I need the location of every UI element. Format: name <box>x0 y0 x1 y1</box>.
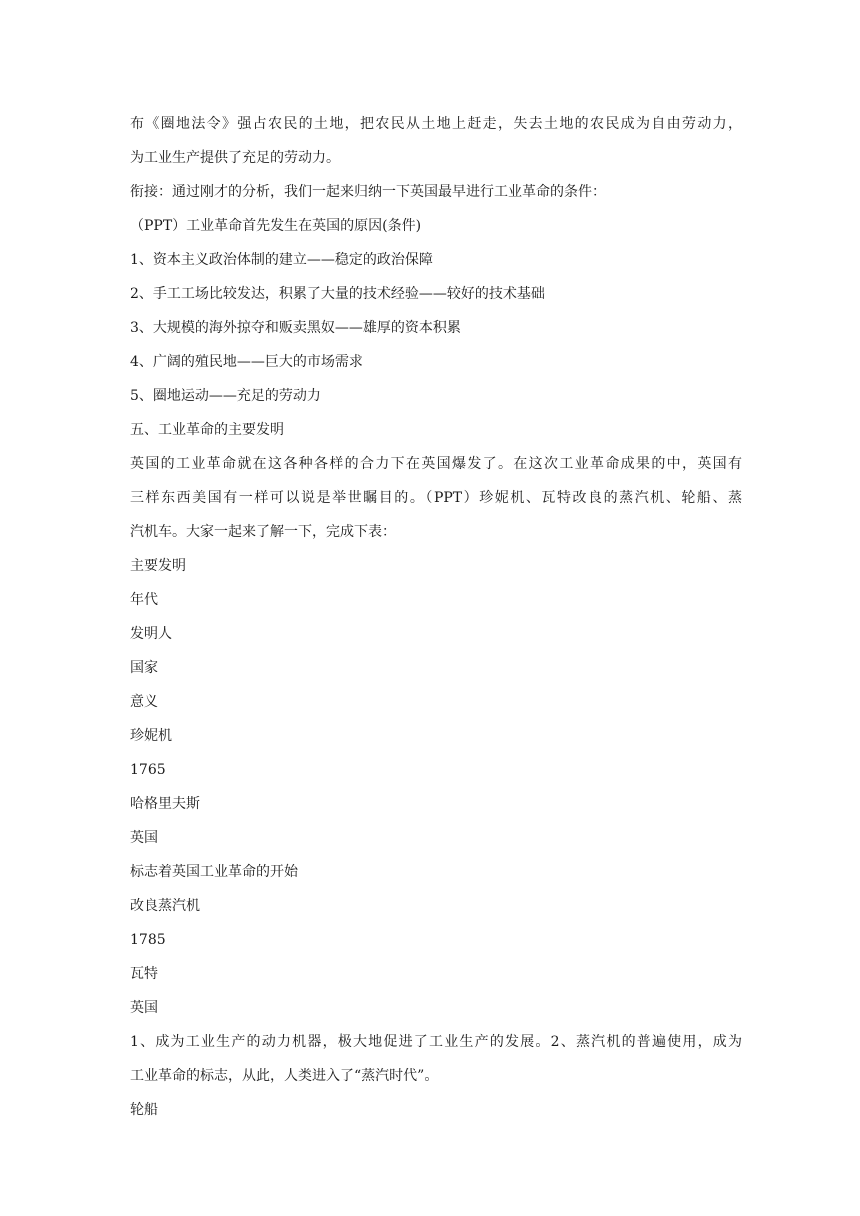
paragraph-enclosure-labor <box>130 107 742 175</box>
table-cell-invention: 改良蒸汽机 <box>130 898 200 914</box>
text-line: 1、成为工业生产的动力机器，极大地促进了工业生产的发展。2、蒸汽机的普遍使用，成为 <box>130 1034 742 1050</box>
paragraph-inventions <box>130 447 742 549</box>
table-header-country: 国家 <box>130 660 158 676</box>
table-cell-inventor: 哈格里夫斯 <box>130 796 200 812</box>
table-header-significance: 意义 <box>130 694 158 710</box>
table-header-year: 年代 <box>130 592 158 608</box>
text-line: 为工业生产提供了充足的劳动力。 <box>130 150 340 166</box>
text-line: 英国的工业革命就在这各种各样的合力下在英国爆发了。在这次工业革命成果的中，英国有 <box>130 456 742 472</box>
table-cell-country: 英国 <box>130 830 158 846</box>
transition-text: 衔接：通过刚才的分析，我们一起来归纳一下英国最早进行工业革命的条件： <box>130 184 606 200</box>
table-cell-year: 1785 <box>130 932 166 948</box>
text-line: 三样东西美国有一样可以说是举世瞩目的。（PPT）珍妮机、瓦特改良的蒸汽机、轮船、蒸 <box>130 490 742 506</box>
table-cell-invention: 珍妮机 <box>130 728 172 744</box>
table-cell-significance <box>130 1025 742 1093</box>
condition-item-1: 1、资本主义政治体制的建立——稳定的政治保障 <box>130 252 433 268</box>
table-cell-significance: 标志着英国工业革命的开始 <box>130 864 298 880</box>
table-cell-year: 1765 <box>130 762 166 778</box>
condition-item-2: 2、手工工场比较发达，积累了大量的技术经验——较好的技术基础 <box>130 286 545 302</box>
condition-item-5: 5、圈地运动——充足的劳动力 <box>130 388 321 404</box>
condition-item-4: 4、广阔的殖民地——巨大的市场需求 <box>130 354 363 370</box>
table-cell-invention: 轮船 <box>130 1102 158 1118</box>
ppt-heading: （PPT）工业革命首先发生在英国的原因(条件) <box>130 218 422 234</box>
text-line: 工业革命的标志，从此，人类进入了“蒸汽时代”。 <box>130 1068 439 1084</box>
text-line: 汽机车。大家一起来了解一下，完成下表： <box>130 524 396 540</box>
table-cell-country: 英国 <box>130 1000 158 1016</box>
section-heading: 五、工业革命的主要发明 <box>130 422 284 438</box>
table-cell-inventor: 瓦特 <box>130 966 158 982</box>
document-body <box>130 107 742 1127</box>
table-header-invention: 主要发明 <box>130 558 186 574</box>
condition-item-3: 3、大规模的海外掠夺和贩卖黑奴——雄厚的资本积累 <box>130 320 461 336</box>
table-header-inventor: 发明人 <box>130 626 172 642</box>
text-line: 布《圈地法令》强占农民的土地，把农民从土地上赶走，失去土地的农民成为自由劳动力， <box>130 116 742 132</box>
